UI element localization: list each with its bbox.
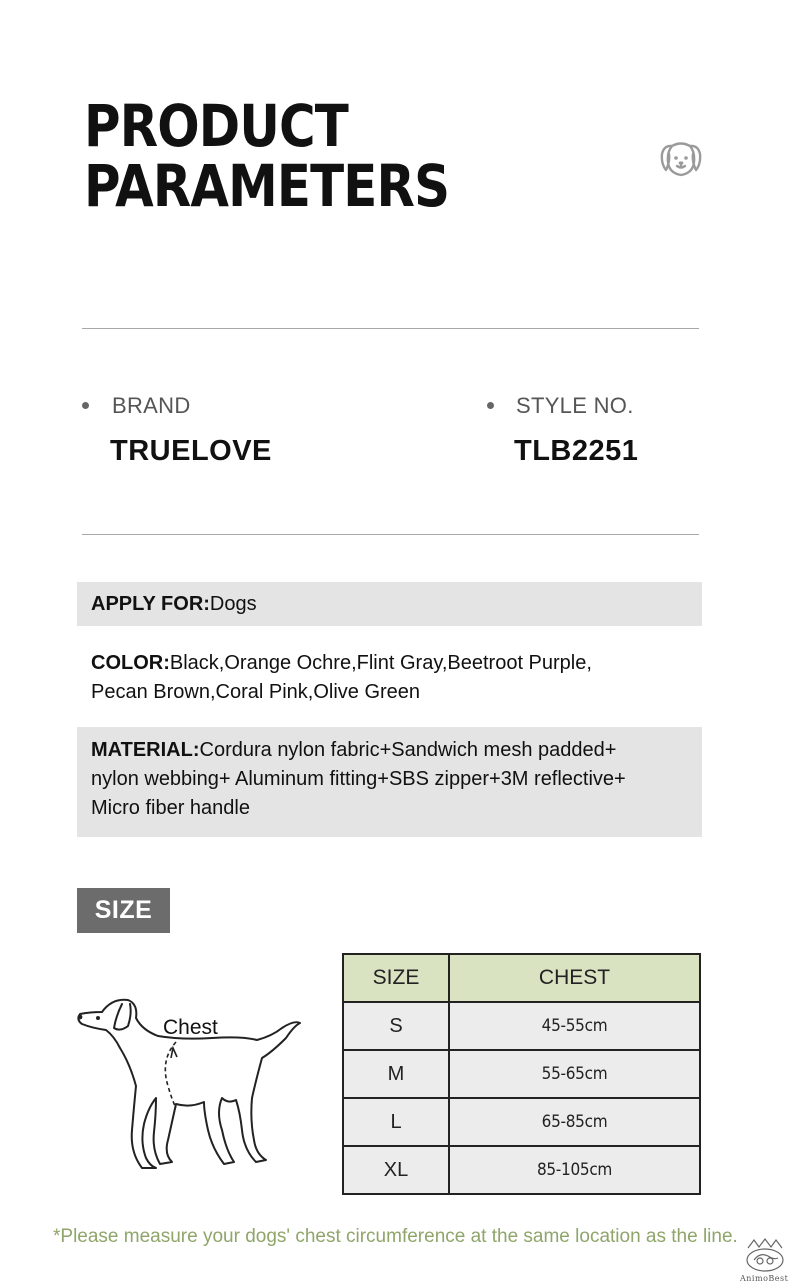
size-section-tag: SIZE [77,888,170,933]
chest-cell: 85-105cm [449,1146,700,1194]
brand-value: TRUELOVE [110,435,272,467]
style-no-value: TLB2251 [514,435,639,467]
material-line-2: nylon webbing+ Aluminum fitting+SBS zipper+3M reflective+ [91,768,626,790]
bullet [487,402,494,409]
title-line-2: PARAMETERS [84,152,450,220]
color-line-2: Pecan Brown,Coral Pink,Olive Green [91,681,421,703]
size-cell: XL [343,1146,449,1194]
bullet [82,402,89,409]
size-cell: S [343,1002,449,1050]
style-no-label: STYLE NO. [516,393,634,418]
apply-for-value: Dogs [209,593,257,615]
brand-logo-icon [742,1238,788,1274]
divider-bottom [82,534,699,535]
brand-logo-text: AnimoBest [740,1274,789,1283]
chest-cell: 55-65cm [449,1050,700,1098]
material-line-1: Cordura nylon fabric+Sandwich mesh padded+ [199,739,617,761]
size-cell: L [343,1098,449,1146]
size-chart-table [342,953,701,1195]
material-label: MATERIAL: [91,739,200,761]
color-label: COLOR: [91,652,170,674]
table-header-size: SIZE [343,954,449,1002]
page-title [84,92,450,220]
table-header-row [343,954,700,1002]
dog-face-icon [660,140,702,178]
title-line-1: PRODUCT [84,92,348,160]
measurement-note: *Please measure your dogs' chest circumference at the same location as the line. [53,1226,738,1247]
table-row [343,1146,700,1194]
table-row [343,1050,700,1098]
size-cell: M [343,1050,449,1098]
material-row [77,727,702,837]
chest-diagram-label: Chest [163,1016,218,1039]
color-row [77,649,702,707]
table-header-chest: CHEST [449,954,700,1002]
chest-cell: 45-55cm [449,1002,700,1050]
apply-for-label: APPLY FOR: [91,593,210,615]
apply-for-row [77,582,702,626]
table-row [343,1098,700,1146]
divider-top [82,328,699,329]
color-line-1: Black,Orange Ochre,Flint Gray,Beetroot Purple, [169,652,592,674]
chest-cell: 65-85cm [449,1098,700,1146]
material-line-3: Micro fiber handle [91,797,250,819]
table-row [343,1002,700,1050]
brand-label: BRAND [112,393,191,418]
